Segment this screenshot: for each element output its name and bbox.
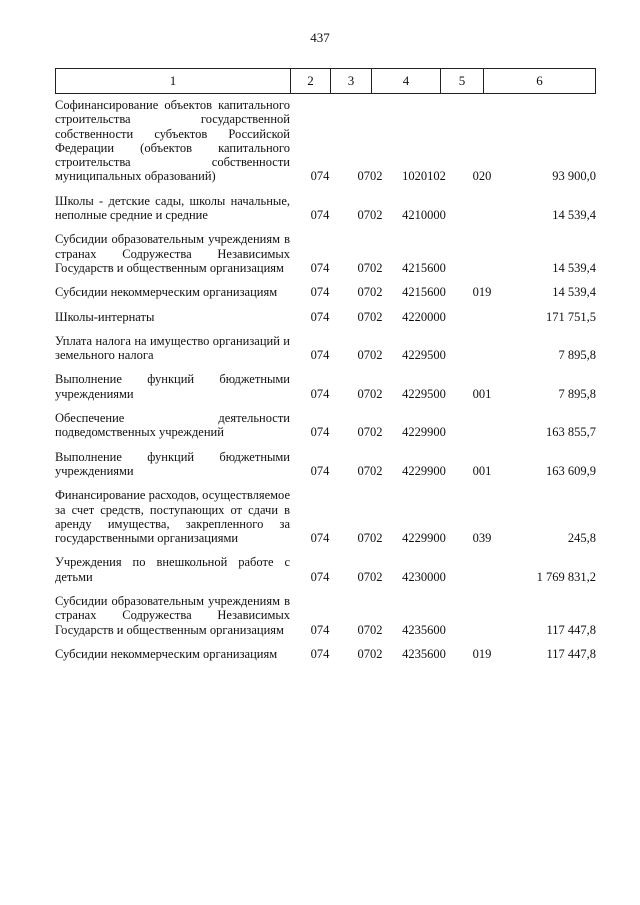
row-section: 0702 (357, 169, 383, 184)
row-amount: 171 751,5 (546, 309, 596, 324)
row-admin: 074 (310, 646, 330, 661)
row-article: 4229900 (402, 531, 446, 546)
row-amount: 245,8 (567, 531, 596, 546)
page-number: 437 (310, 30, 330, 45)
row-article: 4229900 (402, 425, 446, 440)
row-admin: 074 (310, 622, 330, 637)
row-admin: 074 (310, 569, 330, 584)
row-section: 0702 (357, 531, 383, 546)
row-section: 0702 (357, 425, 383, 440)
table-row (55, 555, 596, 584)
row-name: Учреждения по внешкольной работе с детьми (55, 555, 290, 584)
row-admin: 074 (310, 425, 330, 440)
row-name: Школы - детские сады, школы начальные, неполные средние и средние (55, 193, 290, 223)
header-cell-name: 1 (56, 69, 291, 94)
header-cell-admin: 2 (291, 69, 331, 94)
row-amount: 93 900,0 (552, 169, 596, 184)
row-article: 1020102 (402, 169, 446, 184)
row-article: 4235600 (402, 622, 446, 637)
table-row (55, 98, 596, 184)
table-row (55, 594, 596, 637)
row-article: 4215600 (402, 285, 446, 300)
row-name: Выполнение функций бюджетными учреждениями (55, 449, 290, 478)
row-name: Уплата налога на имущество организаций и земельного налога (55, 333, 290, 363)
row-article: 4210000 (402, 208, 446, 223)
row-section: 0702 (357, 386, 383, 401)
row-name: Обеспечение деятельности подведомственных учреждений (55, 411, 290, 440)
row-name: Субсидии образовательным учреждениям в странах Содружества Независимых Государств и общественным организациям (55, 594, 290, 637)
row-section: 0702 (357, 463, 383, 478)
row-admin: 074 (310, 260, 330, 275)
row-amount: 14 539,4 (552, 285, 596, 300)
row-type: 039 (472, 531, 492, 546)
row-article: 4220000 (402, 309, 446, 324)
row-amount: 14 539,4 (552, 260, 596, 275)
row-admin: 074 (310, 531, 330, 546)
row-article: 4215600 (402, 260, 446, 275)
row-admin: 074 (310, 285, 330, 300)
row-admin: 074 (310, 463, 330, 478)
table-row (55, 310, 596, 324)
row-admin: 074 (310, 386, 330, 401)
row-name: Финансирование расходов, осуществляемое за счет средств, поступающих от сдачи в аренду имущества, закрепленного за государственными организациями (55, 488, 290, 546)
row-amount: 7 895,8 (558, 348, 596, 363)
row-article: 4235600 (402, 646, 446, 661)
row-type: 001 (472, 463, 492, 478)
row-admin: 074 (310, 169, 330, 184)
row-name: Выполнение функций бюджетными учреждениями (55, 372, 290, 401)
header-cell-article: 4 (372, 69, 441, 94)
row-type: 020 (472, 169, 492, 184)
row-amount: 117 447,8 (546, 622, 596, 637)
row-name: Субсидии образовательным учреждениям в странах Содружества Независимых Государств и общественным организациям (55, 232, 290, 275)
row-name: Софинансирование объектов капитального строительства государственной собственности субъектов Российской Федерации (объектов капитального строительства собственности муниципальных образований) (55, 98, 290, 184)
table-row (55, 232, 596, 275)
header-cell-type: 5 (441, 69, 484, 94)
row-amount: 7 895,8 (558, 386, 596, 401)
row-section: 0702 (357, 260, 383, 275)
header-cell-amount: 6 (484, 69, 596, 94)
row-amount: 163 855,7 (546, 425, 596, 440)
table-row (55, 411, 596, 440)
row-amount: 117 447,8 (546, 646, 596, 661)
table-row (55, 334, 596, 363)
row-name: Школы-интернаты (55, 309, 155, 324)
row-article: 4229900 (402, 463, 446, 478)
row-type: 001 (472, 386, 492, 401)
header-cell-section: 3 (331, 69, 372, 94)
table-body (55, 98, 596, 671)
row-section: 0702 (357, 309, 383, 324)
row-section: 0702 (357, 285, 383, 300)
row-amount: 163 609,9 (546, 463, 596, 478)
row-admin: 074 (310, 309, 330, 324)
row-admin: 074 (310, 348, 330, 363)
row-admin: 074 (310, 208, 330, 223)
table-row (55, 647, 596, 661)
row-amount: 14 539,4 (552, 208, 596, 223)
table-row (55, 450, 596, 479)
row-name: Субсидии некоммерческим организациям (55, 285, 278, 300)
row-section: 0702 (357, 208, 383, 223)
row-amount: 1 769 831,2 (536, 569, 596, 584)
row-article: 4229500 (402, 348, 446, 363)
row-type: 019 (472, 285, 492, 300)
row-section: 0702 (357, 646, 383, 661)
row-section: 0702 (357, 348, 383, 363)
row-name: Субсидии некоммерческим организациям (55, 646, 278, 661)
table-row (55, 372, 596, 401)
table-header (55, 68, 596, 94)
table-row (55, 285, 596, 299)
table-row (55, 194, 596, 223)
row-article: 4230000 (402, 569, 446, 584)
row-section: 0702 (357, 622, 383, 637)
row-section: 0702 (357, 569, 383, 584)
row-article: 4229500 (402, 386, 446, 401)
table-row (55, 488, 596, 545)
row-type: 019 (472, 646, 492, 661)
